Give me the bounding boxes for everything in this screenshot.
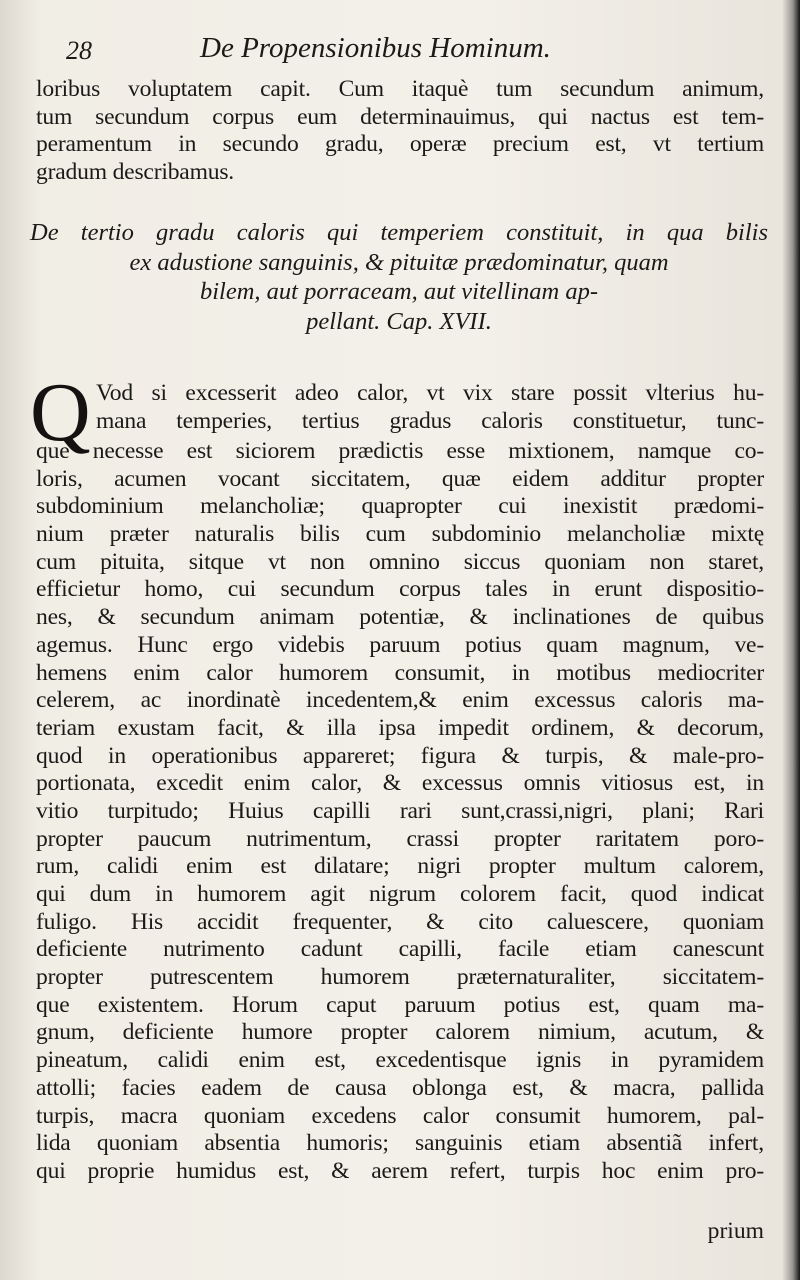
drop-cap: Q <box>30 366 91 459</box>
text-line: que existentem. Horum caput paruum potius est, quam ma- <box>36 991 764 1018</box>
text-line: teriam exustam facit, & illa ipsa impedit ordinem, & decorum, <box>36 714 764 741</box>
text-line: mana temperies, tertius gradus caloris constituetur, tunc- <box>96 407 764 434</box>
text-line: peramentum in secundo gradu, operæ precium est, vt tertium <box>36 131 764 158</box>
page-header <box>66 32 760 68</box>
chapter-heading <box>30 218 768 336</box>
text-line: deficiente nutrimento cadunt capilli, facile etiam canescunt <box>36 936 764 963</box>
body-paragraph <box>36 438 764 1186</box>
chapter-heading-line: bilem, aut porraceam, aut vitellinam ap- <box>199 278 599 305</box>
text-line: gnum, deficiente humore propter calorem nimium, acutum, & <box>36 1019 764 1046</box>
text-line: efficietur homo, cui secundum corpus tales in erunt dispositio- <box>36 576 764 603</box>
text-line: celerem, ac inordinatè incedentem,& enim excessus caloris ma- <box>36 687 764 714</box>
text-line: tum secundum corpus eum determinauimus, qui nactus est tem- <box>36 103 764 130</box>
text-line: subdominium melancholiæ; quapropter cui inexistit prædomi- <box>36 493 764 520</box>
text-line: que necesse est siciorem prædictis esse mixtionem, namque co- <box>36 438 764 464</box>
text-line: quod in operationibus appareret; figura & turpis, & male-pro- <box>36 742 764 769</box>
text-line: portionata, excedit enim calor, & excessus omnis vitiosus est, in <box>36 770 764 797</box>
text-line: rum, calidi enim est dilatare; nigri propter multum calorem, <box>36 853 764 880</box>
text-line: lida quoniam absentia humoris; sanguinis etiam absentiã infert, <box>36 1130 764 1157</box>
text-line: gradum describamus. <box>36 159 235 186</box>
text-line: fuligo. His accidit frequenter, & cito caluescere, quoniam <box>36 908 764 935</box>
text-line: agemus. Hunc ergo videbis paruum potius quam magnum, ve- <box>36 631 764 658</box>
chapter-heading-line: De tertio gradu caloris qui temperiem constituit, in qua bilis <box>30 219 768 246</box>
text-line: loris, acumen vocant siccitatem, quæ eidem additur propter <box>36 465 764 492</box>
text-line: qui dum in humorem agit nigrum colorem facit, quod indicat <box>36 881 764 907</box>
running-title: De Propensionibus Hominum. <box>200 32 551 64</box>
text-line: cum pituita, sitque vt non omnino siccus quoniam non staret, <box>36 548 764 575</box>
chapter-heading-line: pellant. Cap. XVII. <box>306 307 492 335</box>
text-line: loribus voluptatem capit. Cum itaquè tum secundum animum, <box>36 76 764 102</box>
indented-lines <box>96 380 764 435</box>
text-line: hemens enim calor humorem consumit, in motibus mediocriter <box>36 659 764 686</box>
catchword: prium <box>707 1218 764 1244</box>
text-line: Vod si excesserit adeo calor, vt vix stare possit vlterius hu- <box>96 380 764 406</box>
chapter-heading-line: ex adustione sanguinis, & pituitæ prædominatur, quam <box>129 248 669 276</box>
page-number: 28 <box>66 36 92 65</box>
text-line: nium præter naturalis bilis cum subdominio melancholiæ mixtę <box>36 521 764 548</box>
top-paragraph <box>36 76 764 187</box>
text-line: propter paucum nutrimentum, crassi propter raritatem poro- <box>36 825 764 852</box>
text-line: propter putrescentem humorem præternaturaliter, siccitatem- <box>36 964 764 991</box>
text-line: turpis, macra quoniam excedens calor consumit humorem, pal- <box>36 1102 764 1129</box>
page-edge-shadow <box>782 0 800 1280</box>
text-line: qui proprie humidus est, & aerem refert, turpis hoc enim pro- <box>36 1157 764 1184</box>
text-line: nes, & secundum animam potentiæ, & inclinationes de quibus <box>36 604 764 631</box>
text-line: attolli; facies eadem de causa oblonga est, & macra, pallida <box>36 1074 764 1101</box>
text-line: pineatum, calidi enim est, excedentisque ignis in pyramidem <box>36 1047 764 1074</box>
text-line: vitio turpitudo; Huius capilli rari sunt,crassi,nigri, plani; Rari <box>36 797 764 824</box>
